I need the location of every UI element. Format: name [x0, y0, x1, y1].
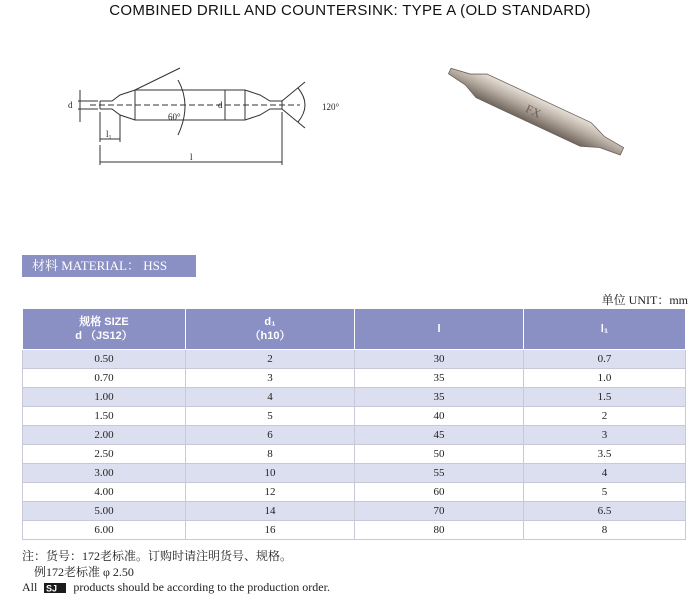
- brand-logo-icon: [44, 582, 66, 594]
- photo-marking: FX: [523, 101, 544, 121]
- cell-l1: 1.5: [524, 388, 686, 407]
- cell-l: 45: [355, 426, 524, 445]
- footer: [22, 580, 330, 595]
- label-angle-120: 120°: [322, 102, 340, 112]
- header-l: [355, 309, 524, 350]
- header-l1-line1: l₁: [600, 323, 609, 335]
- cell-size: 4.00: [23, 483, 186, 502]
- header-d1-line1: d₁: [264, 316, 276, 328]
- cell-d1: 2: [186, 350, 355, 369]
- header-d1: [186, 309, 355, 350]
- cell-d1: 14: [186, 502, 355, 521]
- svg-text:SJ: SJ: [46, 583, 58, 594]
- technical-drawing: [60, 60, 360, 170]
- header-l1: [524, 309, 686, 350]
- cell-l: 55: [355, 464, 524, 483]
- cell-l: 70: [355, 502, 524, 521]
- unit-label: 单位 UNIT：mm: [601, 293, 688, 307]
- product-photo: [430, 68, 640, 158]
- table-row: [23, 388, 686, 407]
- cell-d1: 8: [186, 445, 355, 464]
- cell-size: 0.50: [23, 350, 186, 369]
- cell-d1: 6: [186, 426, 355, 445]
- cell-l: 35: [355, 388, 524, 407]
- cell-d1: 4: [186, 388, 355, 407]
- spec-table-body: [23, 350, 686, 540]
- note-line-1: 注：货号：172老标准。订购时请注明货号、规格。: [22, 549, 293, 563]
- table-row: [23, 483, 686, 502]
- material-label: 材料 MATERIAL： HSS: [22, 255, 196, 277]
- cell-size: 2.50: [23, 445, 186, 464]
- cell-size: 3.00: [23, 464, 186, 483]
- page-title: COMBINED DRILL AND COUNTERSINK: TYPE A (OLD STANDARD): [109, 2, 591, 19]
- header-size-line1: 规格 SIZE: [79, 316, 129, 328]
- cell-d1: 12: [186, 483, 355, 502]
- label-d1: d: [218, 100, 223, 110]
- cell-l1: 3.5: [524, 445, 686, 464]
- cell-l1: 2: [524, 407, 686, 426]
- cell-l: 60: [355, 483, 524, 502]
- cell-d1: 16: [186, 521, 355, 540]
- header-size: [23, 309, 186, 350]
- cell-l: 50: [355, 445, 524, 464]
- footer-before: All: [22, 580, 38, 594]
- header-l-line1: l: [437, 323, 441, 335]
- cell-d1: 10: [186, 464, 355, 483]
- header-size-line2: d （JS12）: [75, 330, 133, 342]
- table-row: [23, 464, 686, 483]
- label-l1: l₁: [106, 129, 112, 139]
- cell-l1: 0.7: [524, 350, 686, 369]
- header-d1-line2: （h10）: [249, 330, 291, 342]
- cell-l: 40: [355, 407, 524, 426]
- cell-size: 5.00: [23, 502, 186, 521]
- cell-size: 1.00: [23, 388, 186, 407]
- table-row: [23, 426, 686, 445]
- note-line-2: 例172老标准 φ 2.50: [34, 565, 134, 579]
- cell-l1: 4: [524, 464, 686, 483]
- cell-l: 30: [355, 350, 524, 369]
- cell-size: 2.00: [23, 426, 186, 445]
- cell-l1: 1.0: [524, 369, 686, 388]
- notes: [22, 548, 292, 580]
- spec-table: [22, 308, 686, 540]
- footer-after: products should be according to the production order.: [73, 580, 330, 594]
- table-row: [23, 350, 686, 369]
- label-l: l: [190, 152, 193, 162]
- cell-d1: 5: [186, 407, 355, 426]
- table-row: [23, 445, 686, 464]
- table-row: [23, 369, 686, 388]
- label-d: d: [68, 100, 73, 110]
- cell-size: 1.50: [23, 407, 186, 426]
- table-row: [23, 407, 686, 426]
- cell-d1: 3: [186, 369, 355, 388]
- cell-l1: 5: [524, 483, 686, 502]
- table-row: [23, 521, 686, 540]
- cell-l: 35: [355, 369, 524, 388]
- table-row: [23, 502, 686, 521]
- cell-l1: 8: [524, 521, 686, 540]
- cell-l1: 6.5: [524, 502, 686, 521]
- label-angle-60: 60°: [168, 112, 181, 122]
- cell-l1: 3: [524, 426, 686, 445]
- cell-size: 6.00: [23, 521, 186, 540]
- cell-size: 0.70: [23, 369, 186, 388]
- cell-l: 80: [355, 521, 524, 540]
